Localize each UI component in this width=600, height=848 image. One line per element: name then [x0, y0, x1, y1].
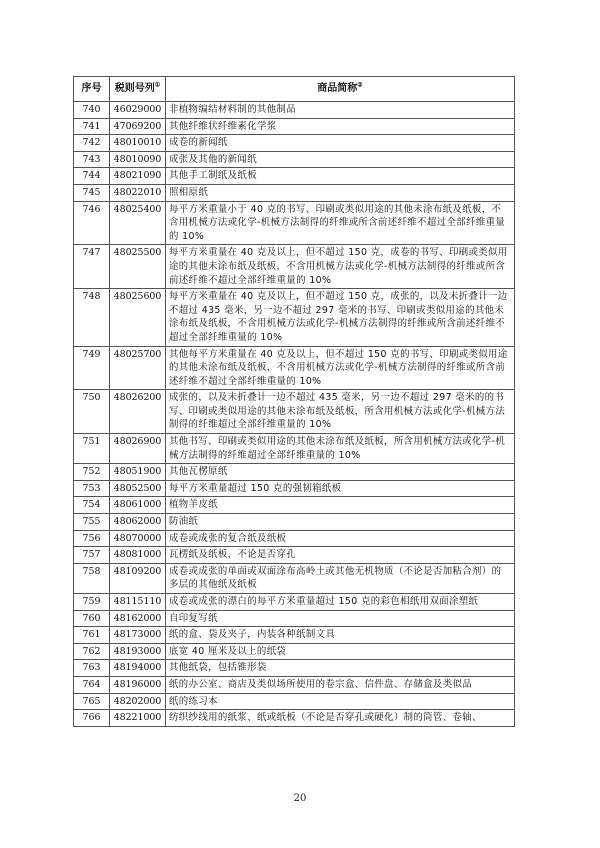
- product-name-cell: 成卷或成张的漂白的每平方米重量超过 150 克的彩色相纸用双面涂塑纸: [166, 594, 515, 611]
- product-name-cell: 每平方米重量在 40 克及以上，但不超过 150 克，成卷的书写、印刷或类似用途的其他未涂布纸及纸板，不含用机械方法或化学-机械方法制得的纤维或所含前述纤维不超过全部纤维重量的 10%: [166, 245, 515, 289]
- product-name-cell: 照相原纸: [166, 184, 515, 201]
- header-tariff-code-label: 税则号列: [114, 83, 155, 95]
- product-name-cell: 其他书写、印刷或类似用途的其他未涂布纸及纸板，所含用机械方法或化学-机械方法制得的纤维超过全部纤维重量的 10%: [166, 434, 515, 464]
- table-row: [74, 245, 515, 289]
- serial-number-cell: 742: [74, 135, 110, 152]
- tariff-code-cell: 48021090: [110, 168, 166, 185]
- product-name-cell: 成张及其他的新闻纸: [166, 151, 515, 168]
- tariff-code-cell: 48051900: [110, 464, 166, 481]
- tariff-table: [73, 76, 515, 727]
- product-name-cell: 纸的办公室、商店及类似场所使用的卷宗盒、信件盘、存储盒及类似品: [166, 676, 515, 693]
- serial-number-cell: 751: [74, 434, 110, 464]
- serial-number-cell: 753: [74, 480, 110, 497]
- table-row: [74, 289, 515, 346]
- product-name-cell: 其他每平方米重量在 40 克及以上，但不超过 150 克的书写、印刷或类似用途的其他未涂布纸及纸板，不含用机械方法或化学-机械方法制得的纤维或所含前述纤维不超过全部纤维重量的 10%: [166, 346, 515, 390]
- table-body: [74, 102, 515, 727]
- product-name-cell: 成张的，以及未折叠计一边不超过 435 毫米，另一边不超过 297 毫米的的书写、印刷或类似用途的其他未涂布纸及纸板，所含用机械方法或化学-机械方法制得的纤维超过全部纤维重量的 10%: [166, 390, 515, 434]
- product-name-cell: 纸的练习本: [166, 693, 515, 710]
- serial-number-cell: 740: [74, 102, 110, 119]
- serial-number-cell: 748: [74, 289, 110, 346]
- serial-number-cell: 758: [74, 563, 110, 593]
- serial-number-cell: 764: [74, 676, 110, 693]
- tariff-code-cell: 48194000: [110, 660, 166, 677]
- tariff-code-cell: 48010010: [110, 135, 166, 152]
- serial-number-cell: 761: [74, 627, 110, 644]
- table-row: [74, 168, 515, 185]
- table-row: [74, 610, 515, 627]
- product-name-cell: 每平方米重量超过 150 克的强韧箱纸板: [166, 480, 515, 497]
- tariff-code-cell: 48196000: [110, 676, 166, 693]
- table-header: [74, 77, 515, 102]
- tariff-code-cell: 48025700: [110, 346, 166, 390]
- serial-number-cell: 763: [74, 660, 110, 677]
- product-name-cell: 自印复写纸: [166, 610, 515, 627]
- tariff-code-cell: 48026200: [110, 390, 166, 434]
- serial-number-cell: 750: [74, 390, 110, 434]
- product-name-cell: 其他手工制纸及纸板: [166, 168, 515, 185]
- table-row: [74, 480, 515, 497]
- tariff-code-cell: 48061000: [110, 497, 166, 514]
- product-name-cell: 防油纸: [166, 514, 515, 531]
- product-name-cell: 瓦楞纸及纸板，不论是否穿孔: [166, 547, 515, 564]
- table-row: [74, 594, 515, 611]
- product-name-cell: 成卷或成张的单面或双面涂布高岭土或其他无机物质（不论是否加粘合剂）的多层的其他纸及纸板: [166, 563, 515, 593]
- serial-number-cell: 760: [74, 610, 110, 627]
- tariff-code-cell: 48081000: [110, 547, 166, 564]
- serial-number-cell: 766: [74, 710, 110, 727]
- serial-number-cell: 741: [74, 118, 110, 135]
- product-name-cell: 非植物编结材料制的其他制品: [166, 102, 515, 119]
- table-row: [74, 102, 515, 119]
- serial-number-cell: 744: [74, 168, 110, 185]
- tariff-code-cell: 48173000: [110, 627, 166, 644]
- header-tariff-code: [110, 77, 166, 102]
- serial-number-cell: 752: [74, 464, 110, 481]
- product-name-cell: 成卷的新闻纸: [166, 135, 515, 152]
- table-row: [74, 530, 515, 547]
- table-row: [74, 497, 515, 514]
- table-row: [74, 151, 515, 168]
- table-row: [74, 710, 515, 727]
- tariff-code-cell: 48025500: [110, 245, 166, 289]
- table-row: [74, 627, 515, 644]
- table-row: [74, 643, 515, 660]
- product-name-cell: 纸的盒、袋及夹子，内装各种纸制文具: [166, 627, 515, 644]
- serial-number-cell: 755: [74, 514, 110, 531]
- serial-number-cell: 759: [74, 594, 110, 611]
- serial-number-cell: 754: [74, 497, 110, 514]
- header-tariff-code-footnote: ①: [154, 81, 161, 89]
- serial-number-cell: 747: [74, 245, 110, 289]
- serial-number-cell: 749: [74, 346, 110, 390]
- serial-number-cell: 762: [74, 643, 110, 660]
- table-row: [74, 434, 515, 464]
- tariff-code-cell: 48025600: [110, 289, 166, 346]
- page-number: 20: [293, 793, 307, 804]
- product-name-cell: 每平方米重量小于 40 克的书写、印刷或类似用途的其他未涂布纸及纸板，不含用机械方法或化学-机械方法制得的纤维或所含前述纤维不超过全部纤维重量的 10%: [166, 201, 515, 245]
- product-name-cell: 纺织纱线用的纸浆、纸或纸板（不论是否穿孔或硬化）制的筒管、卷轴、: [166, 710, 515, 727]
- tariff-code-cell: 48010090: [110, 151, 166, 168]
- header-row: [74, 77, 515, 102]
- header-serial-number-label: 序号: [81, 83, 102, 95]
- table-row: [74, 346, 515, 390]
- product-name-cell: 成卷或成张的复合纸及纸板: [166, 530, 515, 547]
- tariff-code-cell: 48062000: [110, 514, 166, 531]
- table-row: [74, 660, 515, 677]
- tariff-code-cell: 48193000: [110, 643, 166, 660]
- tariff-code-cell: 48162000: [110, 610, 166, 627]
- table-row: [74, 390, 515, 434]
- product-name-cell: 其他纸袋，包括锥形袋: [166, 660, 515, 677]
- tariff-code-cell: 48221000: [110, 710, 166, 727]
- header-product-name: [166, 77, 515, 102]
- serial-number-cell: 746: [74, 201, 110, 245]
- table-row: [74, 693, 515, 710]
- table-row: [74, 563, 515, 593]
- tariff-code-cell: 46029000: [110, 102, 166, 119]
- product-name-cell: 其他纤维状纤维素化学浆: [166, 118, 515, 135]
- table-row: [74, 135, 515, 152]
- serial-number-cell: 757: [74, 547, 110, 564]
- tariff-code-cell: 48025400: [110, 201, 166, 245]
- serial-number-cell: 756: [74, 530, 110, 547]
- tariff-code-cell: 48115110: [110, 594, 166, 611]
- table-row: [74, 514, 515, 531]
- table-row: [74, 676, 515, 693]
- tariff-code-cell: 48052500: [110, 480, 166, 497]
- serial-number-cell: 743: [74, 151, 110, 168]
- header-serial-number: [74, 77, 110, 102]
- tariff-code-cell: 48022010: [110, 184, 166, 201]
- table-row: [74, 464, 515, 481]
- tariff-code-cell: 48070000: [110, 530, 166, 547]
- table-row: [74, 184, 515, 201]
- header-product-name-footnote: ②: [357, 81, 363, 89]
- product-name-cell: 植物羊皮纸: [166, 497, 515, 514]
- serial-number-cell: 765: [74, 693, 110, 710]
- table-row: [74, 201, 515, 245]
- tariff-code-cell: 48109200: [110, 563, 166, 593]
- product-name-cell: 其他瓦楞原纸: [166, 464, 515, 481]
- tariff-code-cell: 48026900: [110, 434, 166, 464]
- serial-number-cell: 745: [74, 184, 110, 201]
- table-row: [74, 547, 515, 564]
- tariff-code-cell: 47069200: [110, 118, 166, 135]
- product-name-cell: 每平方米重量在 40 克及以上，但不超过 150 克，成张的，以及未折叠计一边不超过 435 毫米，另一边不超过 297 毫米的书写、印刷或类似用途的其他未涂布纸及纸板，不含用机械方法或化学-机械方法制得的纤维或所含前述纤维不超过全部纤维重量的 10%: [166, 289, 515, 346]
- header-product-name-label: 商品简称: [317, 83, 358, 95]
- product-name-cell: 底宽 40 厘米及以上的纸袋: [166, 643, 515, 660]
- tariff-code-cell: 48202000: [110, 693, 166, 710]
- table-row: [74, 118, 515, 135]
